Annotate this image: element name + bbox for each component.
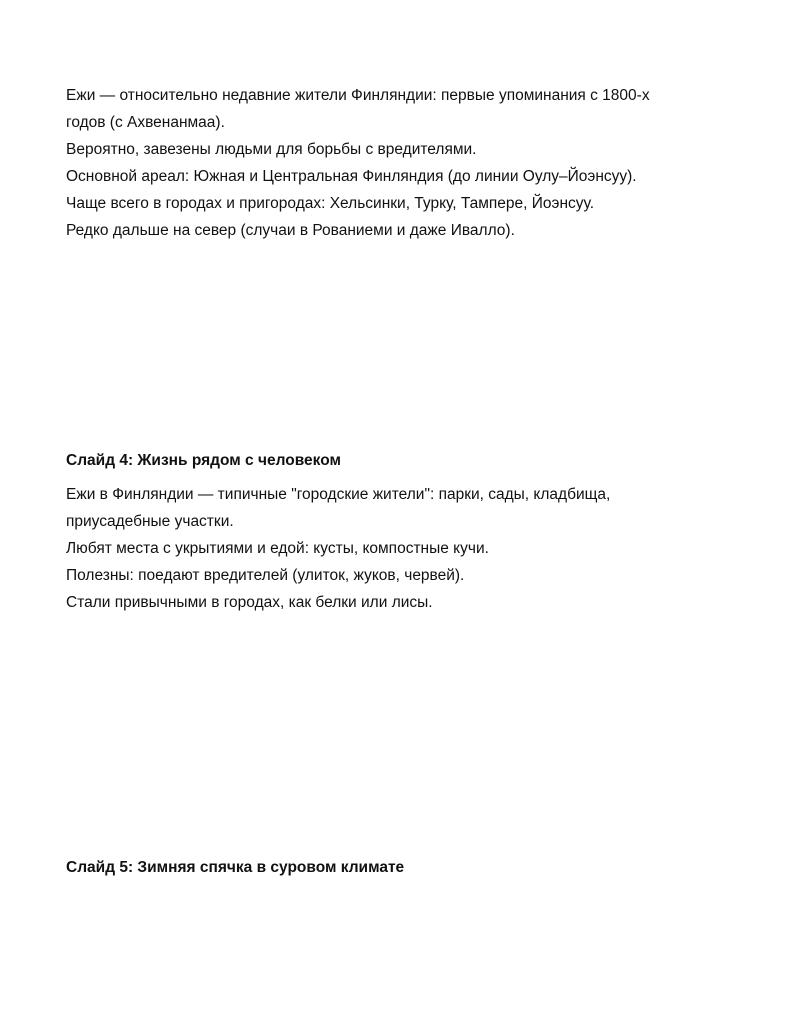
slide4-line: приусадебные участки. bbox=[66, 513, 234, 530]
intro-line: Вероятно, завезены людьми для борьбы с вредителями. bbox=[66, 141, 477, 158]
intro-line: Чаще всего в городах и пригородах: Хельсинки, Турку, Тампере, Йоэнсуу. bbox=[66, 195, 595, 212]
slide4-text-block bbox=[66, 481, 726, 616]
intro-line: Редко дальше на север (случаи в Рованиеми и даже Ивалло). bbox=[66, 222, 515, 239]
intro-line: годов (с Ахвенанмаа). bbox=[66, 114, 225, 131]
slide4-heading: Слайд 4: Жизнь рядом с человеком bbox=[66, 452, 341, 469]
slide4-line: Стали привычными в городах, как белки или лисы. bbox=[66, 594, 433, 611]
intro-text-block bbox=[66, 82, 726, 244]
slide4-line: Полезны: поедают вредителей (улиток, жуков, червей). bbox=[66, 567, 465, 584]
slide5-heading: Слайд 5: Зимняя спячка в суровом климате bbox=[66, 859, 405, 876]
slide4-line: Ежи в Финляндии — типичные "городские жители": парки, сады, кладбища, bbox=[66, 486, 611, 503]
slide4-line: Любят места с укрытиями и едой: кусты, компостные кучи. bbox=[66, 540, 489, 557]
intro-line: Ежи — относительно недавние жители Финляндии: первые упоминания с 1800-х bbox=[66, 87, 650, 104]
intro-line: Основной ареал: Южная и Центральная Финляндия (до линии Оулу–Йоэнсуу). bbox=[66, 168, 637, 185]
